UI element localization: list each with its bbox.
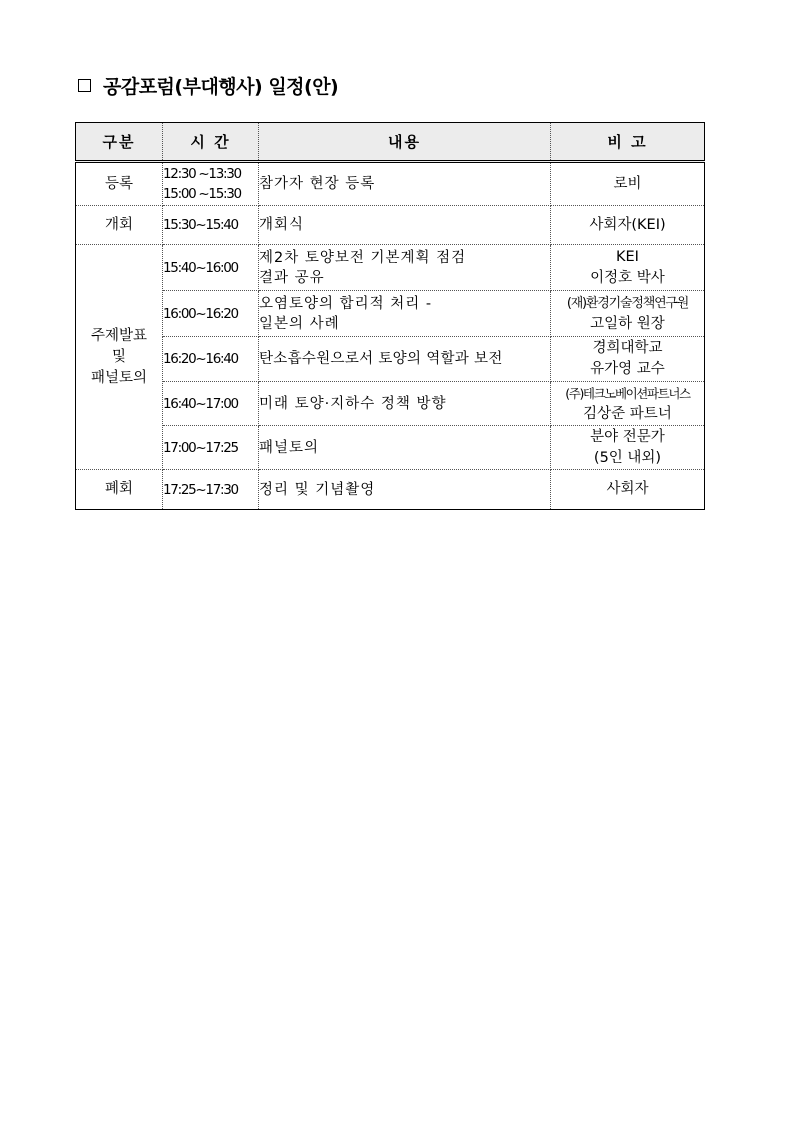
- time-cell: 15:40~16:00: [163, 245, 259, 291]
- page-heading: [78, 72, 338, 99]
- schedule-table: [75, 122, 705, 510]
- header-content: 내용: [259, 123, 551, 162]
- content-cell: 미래 토양·지하수 정책 방향: [259, 382, 551, 426]
- time-line: 15:00 ~15:30: [163, 186, 241, 202]
- time-cell: 16:20~16:40: [163, 337, 259, 382]
- content-cell: 개회식: [259, 206, 551, 245]
- content-cell: [259, 245, 551, 291]
- table-row: [76, 291, 705, 337]
- table-row: [76, 337, 705, 382]
- content-cell: 탄소흡수원으로서 토양의 역할과 보전: [259, 337, 551, 382]
- category-line: 주제발표: [90, 327, 148, 344]
- content-line: 결과 공유: [259, 269, 325, 286]
- content-line: 제2차 토양보전 기본계획 점검: [259, 249, 467, 266]
- content-cell: 참가자 현장 등록: [259, 162, 551, 206]
- note-cell: 사회자: [551, 470, 705, 510]
- note-line: 경희대학교: [592, 340, 663, 356]
- content-cell: 패널토의: [259, 426, 551, 470]
- content-line: 오염토양의 합리적 처리 -: [259, 295, 433, 312]
- note-line: 고일하 원장: [590, 315, 665, 332]
- content-cell: [259, 291, 551, 337]
- checkbox-square-icon: [78, 79, 91, 92]
- note-cell: [551, 337, 705, 382]
- table-row: [76, 245, 705, 291]
- note-cell: 로비: [551, 162, 705, 206]
- time-cell: 15:30~15:40: [163, 206, 259, 245]
- header-row: [76, 123, 705, 162]
- note-line: 유가영 교수: [590, 361, 665, 377]
- category-cell: 등록: [76, 162, 163, 206]
- header-time: 시 간: [163, 123, 259, 162]
- header-note: 비 고: [551, 123, 705, 162]
- table-row: [76, 162, 705, 206]
- note-cell: 사회자(KEI): [551, 206, 705, 245]
- table-row: [76, 206, 705, 245]
- note-line: 김상준 파트너: [583, 405, 672, 422]
- header-category: 구분: [76, 123, 163, 162]
- note-cell: [551, 245, 705, 291]
- note-cell: [551, 291, 705, 337]
- note-line: 분야 전문가: [590, 428, 665, 445]
- table-row: [76, 426, 705, 470]
- content-cell: 정리 및 기념촬영: [259, 470, 551, 510]
- time-cell: 17:25~17:30: [163, 470, 259, 510]
- time-cell: 16:00~16:20: [163, 291, 259, 337]
- time-cell: 16:40~17:00: [163, 382, 259, 426]
- time-cell: [163, 162, 259, 206]
- heading-text: 공감포럼(부대행사) 일정(안): [103, 76, 339, 98]
- note-line: (재)환경기술정책연구원: [566, 295, 689, 311]
- category-line: 및: [111, 348, 126, 365]
- note-cell: [551, 426, 705, 470]
- note-line: (5인 내외): [593, 449, 662, 466]
- table-row: [76, 470, 705, 510]
- note-line: KEI: [616, 248, 639, 265]
- note-line: (주)테크노베이션파트너스: [565, 385, 690, 401]
- note-cell: [551, 382, 705, 426]
- content-line: 일본의 사례: [259, 315, 340, 332]
- category-cell: 개회: [76, 206, 163, 245]
- time-cell: 17:00~17:25: [163, 426, 259, 470]
- category-cell: 폐회: [76, 470, 163, 510]
- table-row: [76, 382, 705, 426]
- category-cell: [76, 245, 163, 470]
- category-line: 패널토의: [90, 369, 148, 386]
- note-line: 이정호 박사: [590, 269, 665, 286]
- time-line: 12:30 ~13:30: [163, 166, 241, 182]
